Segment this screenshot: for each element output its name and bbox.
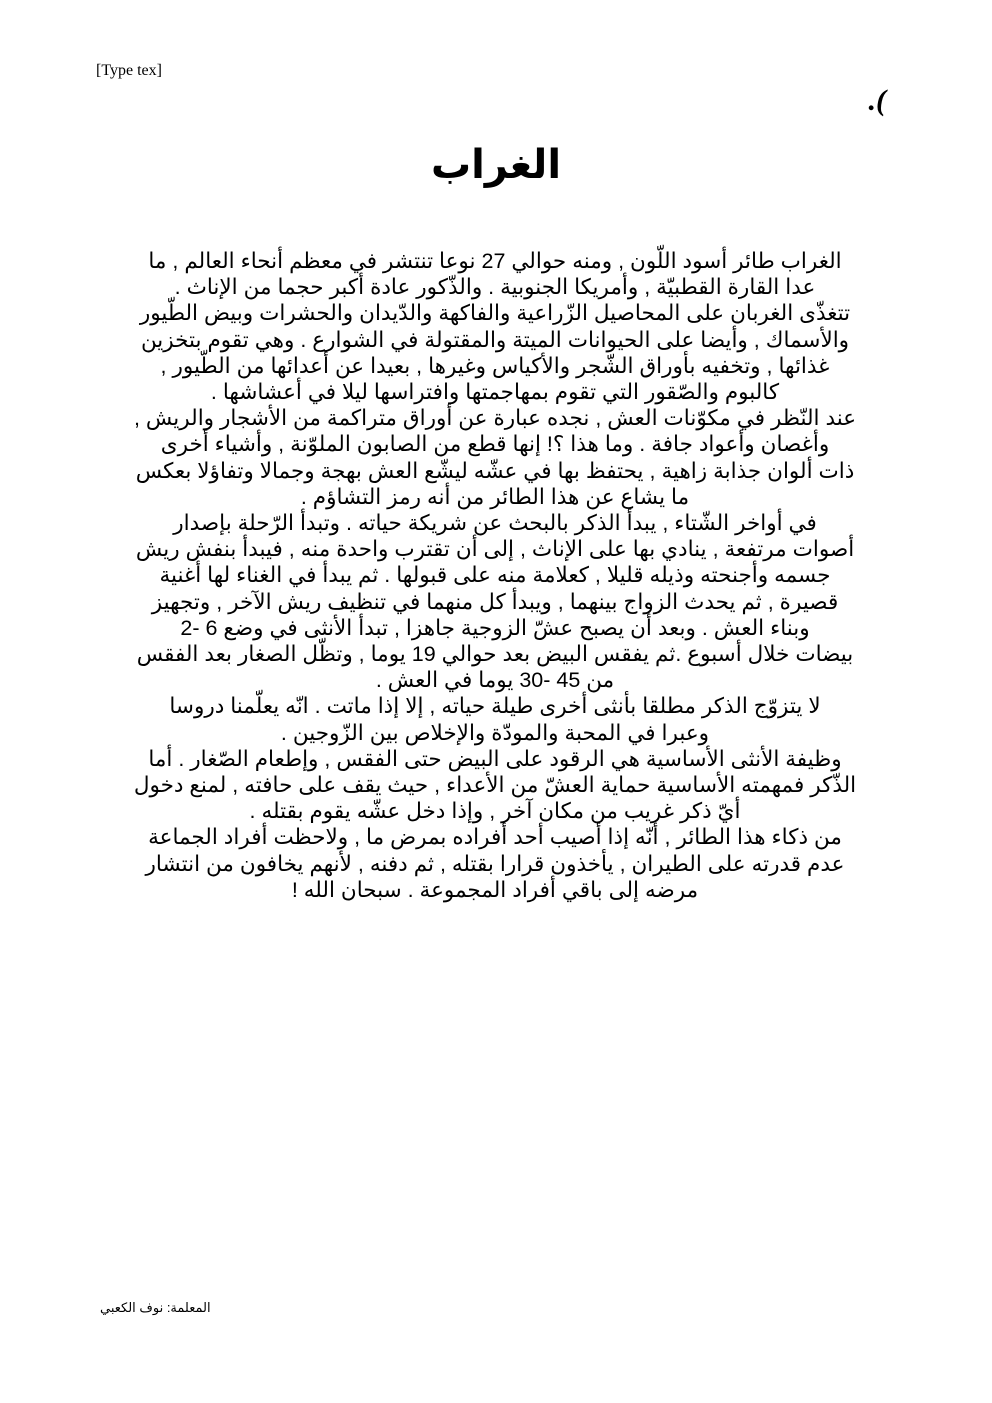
teacher-name-footer: المعلمة: نوف الكعبي [100, 1300, 211, 1315]
body-line: بيضات خلال أسبوع .ثم يفقس البيض بعد حوالي 19 يوما , وتظّل الصغار بعد الفقس [136, 642, 854, 667]
body-line: غذائها , وتخفيه بأوراق الشّجر والأكياس وغيرها , بعيدا عن أعدائها من الطّيور , [160, 353, 830, 378]
article-body [94, 248, 896, 903]
body-line: قصيرة , ثم يحدث الزواج بينهما , ويبدأ كل منهما في تنظيف ريش الآخر , وتجهيز [151, 589, 839, 614]
header-placeholder-text: [Type tex] [96, 62, 162, 79]
body-line: الذّكر فمهمته الأساسية حماية العشّ من الأعداء , حيث يقف على حافته , لمنع دخول [133, 773, 857, 798]
body-line: من 45 -30 يوما في العش . [375, 668, 615, 693]
page-title: الغراب [430, 143, 562, 187]
body-line: وظيفة الأنثى الأساسية هي الرقود على البيض حتى الفقس , وإطعام الصّغار . أما [148, 746, 842, 771]
body-line: عند النّظر في مكوّنات العش , نجده عبارة عن أوراق متراكمة من الأشجار والريش , [133, 406, 857, 431]
body-line: ذات ألوان جذابة زاهية , يحتفظ بها في عشّه ليشّع العش بهجة وجمالا وتفاؤلا بعكس [135, 458, 855, 483]
body-line: لا يتزوّج الذكر مطلقا بأنثى أخرى طيلة حياته , إلا إذا ماتت . انّه يعلّمنا دروسا [169, 694, 821, 719]
body-line: الغراب طائر أسود اللّون , ومنه حوالي 27 نوعا تنتشر في معظم أنحاء العالم , ما [148, 249, 842, 273]
body-line: عدم قدرته على الطيران , يأخذون قرارا بقتله , ثم دفنه , لأنهم يخافون من انتشار [145, 851, 845, 876]
body-line: وأغصان وأعواد جافة . وما هذا ؟! إنها قطع من الصابون الملوّنة , وأشياء أخرى [160, 432, 830, 457]
body-line: أيّ ذكر غريب من مكان آخر , وإذا دخل عشّه يقوم بقتله . [249, 799, 741, 824]
body-line: في أواخر الشّتاء , يبدأ الذكر بالبحث عن شريكة حياته . وتبدأ الرّحلة بإصدار [173, 511, 817, 536]
body-line: تتغذّى الغربان على المحاصيل الزّراعية والفاكهة والدّيدان والحشرات وبيض الطّيور [139, 301, 851, 326]
body-line: عدا القارة القطبيّة , وأمريكا الجنوبية . والذّكور عادة أكبر حجما من الإناث . [174, 275, 816, 300]
corner-mark: .( [868, 84, 886, 117]
body-line: والأسماك , وأيضا على الحيوانات الميتة والمقتولة في الشوارع . وهي تقوم بتخزين [140, 327, 850, 352]
body-line: وعبرا في المحبة والمودّة والإخلاص بين الزّوجين . [280, 720, 710, 745]
body-line: من ذكاء هذا الطائر , أنّه إذا أصيب أحد أفراده بمرض ما , ولاحظت أفراد الجماعة [148, 825, 842, 850]
body-line: أصوات مرتفعة , ينادي بها على الإناث , إلى أن تقترب واحدة منه , فيبدأ بنفش ريش [135, 537, 855, 562]
body-line: جسمه وأجنحته وذيله قليلا , كعلامة منه على قبولها . ثم يبدأ في الغناء لها أغنية [159, 563, 831, 588]
body-line: وبناء العش . وبعد أن يصبح عشّ الزوجية جاهزا , تبدأ الأنثى في وضع 6 -2 [180, 615, 810, 640]
body-line: كالبوم والصّقور التي تقوم بمهاجمتها وافتراسها ليلا في أعشاشها . [210, 380, 780, 405]
body-line: ما يشاع عن هذا الطائر من أنه رمز التشاؤم . [300, 484, 690, 509]
body-line: مرضه إلى باقي أفراد المجموعة . سبحان الله ! [291, 877, 699, 902]
